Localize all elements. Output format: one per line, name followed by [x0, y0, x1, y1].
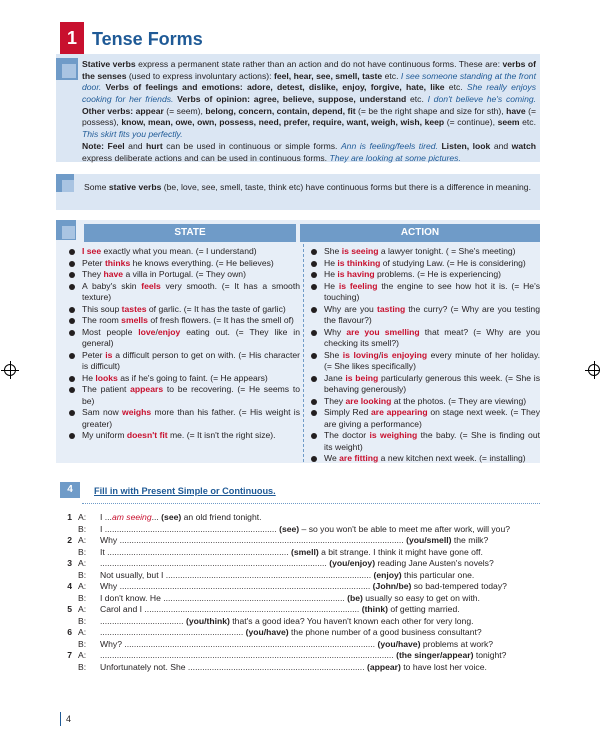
bold-term: (you/enjoy)	[329, 558, 376, 568]
item-number	[60, 639, 72, 651]
speaker-label: A:	[78, 512, 87, 522]
gap-fill-text[interactable]	[100, 627, 540, 639]
highlighted-verb: is having	[337, 269, 375, 280]
bold-term: (you/have)	[377, 638, 421, 649]
exercise-dialogues	[60, 512, 540, 673]
text-run: Peter	[82, 257, 105, 268]
text-run: a bit strange. I think it might have gone off.	[318, 546, 483, 557]
explanation-paragraph	[82, 59, 536, 141]
text-run: I ...	[100, 512, 112, 522]
text-run: me. (= It isn't the right size).	[167, 430, 276, 441]
dialogue-line	[60, 570, 540, 582]
action-examples-list	[310, 246, 540, 465]
page-margin-line	[60, 712, 61, 726]
text-run: /	[378, 349, 382, 360]
text-run: as if he's going to faint. (= He appears)	[117, 372, 268, 383]
bold-term: have	[506, 105, 526, 116]
text-run: He	[82, 372, 96, 383]
text-run: I ........................................................................	[100, 523, 280, 534]
text-run: I don't know. He ............................................................................	[100, 592, 348, 603]
text-run: Peter	[82, 349, 106, 360]
highlighted-verb: appears	[130, 384, 164, 395]
speaker-label: B:	[78, 615, 87, 626]
highlighted-verb: doesn't fit	[126, 430, 168, 441]
bold-term: feel, hear, see, smell, taste	[273, 70, 383, 81]
dialogue-line	[60, 512, 540, 524]
speaker-label: A:	[78, 535, 87, 545]
gap-fill-text[interactable]	[100, 547, 540, 559]
decorative-square	[62, 64, 76, 78]
bold-term: (you/have)	[245, 627, 289, 637]
text-run: a lawyer tonight. ( = She's meeting)	[378, 246, 516, 256]
text-run: ............................................................	[100, 627, 246, 637]
bold-term: (John/be)	[372, 581, 412, 591]
text-run: ...................................	[100, 615, 186, 626]
item-number	[60, 616, 72, 628]
example-sentence: They are looking at some pictures.	[329, 152, 461, 163]
bold-term: know, mean, owe, own, possess, need, prefer, require, want, weigh, wish, keep	[121, 117, 445, 128]
text-run: etc.	[406, 94, 428, 105]
text-run: Why	[324, 326, 347, 337]
bold-term: (see)	[279, 523, 300, 534]
text-run: a difficult person to get on with. (= His character is difficult)	[82, 349, 301, 372]
speaker-label: B:	[78, 569, 87, 580]
unit-number-badge: 1	[60, 22, 84, 54]
state-example-item	[68, 315, 300, 327]
text-run: an old friend tonight.	[181, 512, 262, 522]
text-run: of getting married.	[387, 604, 460, 614]
item-number: 1	[67, 512, 72, 522]
state-example-item	[68, 304, 300, 316]
bold-term: (see)	[161, 512, 182, 522]
bold-term: Verbs of feelings and emotions:	[105, 82, 243, 93]
action-example-item	[310, 430, 540, 453]
text-run: Jane	[324, 372, 346, 383]
text-run: and	[490, 140, 512, 151]
bold-term: (you/smell)	[406, 535, 452, 545]
highlighted-verb: feels	[141, 280, 161, 291]
highlighted-verb: enjoy	[157, 326, 181, 337]
text-run: exactly what you mean. (= I understand)	[101, 246, 257, 256]
text-run: tonight?	[473, 650, 507, 660]
gap-fill-text[interactable]	[100, 558, 540, 570]
state-example-item	[68, 407, 300, 430]
stative-verbs-explanation	[82, 59, 536, 164]
item-number: 6	[67, 627, 72, 637]
bold-term: Verbs of opinion:	[177, 94, 251, 105]
text-run: every minute of her holiday. (= She likes specifically)	[324, 349, 541, 372]
example-sentence: This skirt fits you perfectly.	[82, 129, 183, 140]
text-run: A baby's skin	[82, 280, 142, 291]
gap-fill-text[interactable]	[100, 662, 540, 674]
dialogue-line	[60, 524, 540, 536]
bold-term: Stative verbs	[82, 59, 136, 69]
dialogue-line	[60, 604, 540, 616]
gap-fill-text[interactable]	[100, 581, 540, 593]
text-run: express a permanent state rather than an action and do not have continuous forms. These are:	[135, 59, 503, 69]
text-run: ...........................................................................................................................	[100, 650, 397, 660]
gap-fill-text[interactable]	[100, 639, 540, 651]
gap-fill-text[interactable]	[100, 593, 540, 605]
speaker-label: B:	[78, 661, 87, 672]
action-example-item	[310, 453, 540, 465]
text-run: Simply Red	[324, 407, 371, 418]
action-example-item	[310, 327, 540, 350]
dotted-divider	[82, 503, 540, 504]
gap-fill-text[interactable]	[100, 650, 540, 662]
action-column-header: ACTION	[300, 224, 540, 242]
highlighted-verb: weighs	[122, 407, 152, 418]
gap-fill-text[interactable]	[100, 524, 540, 536]
text-run: etc.	[519, 117, 536, 128]
text-run: usually so easy to get on with.	[362, 592, 480, 603]
bold-term: (enjoy)	[373, 569, 402, 580]
bold-term: Listen, look	[441, 140, 491, 151]
bold-term: (be)	[347, 592, 363, 603]
bold-term: agree, believe, suppose, understand	[253, 94, 407, 105]
text-run: We	[324, 453, 340, 464]
highlighted-verb: thinks	[104, 257, 131, 268]
text-run: Why .........................................................................................................	[100, 581, 373, 591]
action-example-item	[310, 407, 540, 430]
text-run: of studying Law. (= He is considering)	[380, 257, 526, 268]
speaker-label: A:	[78, 581, 87, 591]
text-run: Why are you	[324, 303, 378, 314]
action-example-item	[310, 258, 540, 270]
highlighted-verb: is loving	[342, 349, 379, 360]
unit-title: Tense Forms	[92, 29, 203, 49]
speaker-label: B:	[78, 592, 87, 603]
registration-mark-left	[4, 364, 16, 376]
text-run: My uniform	[82, 430, 127, 441]
text-run: (= seem),	[163, 105, 206, 116]
dialogue-line	[60, 650, 540, 662]
text-run: ...	[151, 512, 162, 522]
example-sentence: Ann is feeling/feels tired.	[340, 140, 438, 151]
dialogue-line	[60, 616, 540, 628]
text-run: Sam now	[82, 407, 123, 418]
registration-mark-right	[588, 364, 600, 376]
text-run: Why? .........................................................................................................	[100, 638, 378, 649]
speaker-label: A:	[78, 558, 87, 568]
text-run: Why .......................................................................................................................	[100, 535, 407, 545]
text-run: the curry? (= Why are you testing the flavour?)	[324, 303, 540, 326]
highlighted-verb: is feeling	[338, 280, 378, 291]
text-run: They	[324, 395, 346, 406]
item-number	[60, 524, 72, 536]
text-run: The patient	[82, 384, 131, 395]
example-sentence: I don't believe he's coming.	[427, 94, 537, 105]
item-number: 7	[67, 650, 72, 660]
action-example-item	[310, 396, 540, 408]
speaker-label: A:	[78, 604, 87, 614]
state-column-header: STATE	[84, 224, 296, 242]
text-run: so bad-tempered today?	[411, 581, 507, 591]
text-run: the phone number of a good business consultant?	[288, 627, 482, 637]
text-run: a villa in Portugal. (= They own)	[123, 269, 246, 280]
gap-fill-text[interactable]	[100, 604, 540, 616]
highlighted-verb: tastes	[121, 303, 147, 314]
decorative-square	[62, 226, 75, 239]
decorative-square	[62, 180, 74, 192]
text-run: reading Jane Austen's novels?	[375, 558, 494, 568]
text-run: Most people	[82, 326, 139, 337]
text-run: a new kitchen next week. (= installing)	[378, 453, 526, 464]
state-example-item	[68, 430, 300, 442]
text-run: Unfortunately not. She ..........................................................................	[100, 661, 367, 672]
speaker-label: A:	[78, 650, 87, 660]
speaker-label: A:	[78, 627, 87, 637]
bold-term: adore, detest, dislike, enjoy, forgive, hate, like	[246, 82, 445, 93]
difference-note-text	[84, 182, 536, 194]
text-run: Some	[84, 182, 109, 192]
state-example-item	[68, 384, 300, 407]
highlighted-verb: is being	[345, 372, 379, 383]
text-run: He	[324, 280, 339, 291]
highlighted-verb: love	[138, 326, 156, 337]
dialogue-line	[60, 639, 540, 651]
action-example-item	[310, 269, 540, 281]
text-run: etc.	[444, 82, 467, 93]
speaker-label: B:	[78, 638, 87, 649]
bold-term: watch	[511, 140, 537, 151]
bold-term: (smell)	[291, 546, 319, 557]
text-run: They	[82, 269, 104, 280]
dialogue-line	[60, 593, 540, 605]
highlighted-verb: is weighing	[369, 430, 418, 441]
exercise-instructions: Fill in with Present Simple or Continuous.	[94, 486, 276, 496]
state-example-item	[68, 246, 300, 258]
text-run: more than his father. (= His weight is greater)	[82, 407, 300, 429]
text-run: The room	[82, 315, 122, 326]
action-example-item	[310, 304, 540, 327]
text-run: that meat? (= Why are you checking its smell?)	[324, 326, 540, 349]
bold-term: hurt	[146, 140, 163, 151]
gap-fill-text[interactable]	[100, 616, 540, 628]
text-run: of fresh flowers. (= It has the smell of)	[147, 315, 294, 326]
speaker-label: B:	[78, 523, 87, 534]
text-run: He	[324, 269, 338, 280]
bold-term: (think)	[361, 604, 388, 614]
highlighted-verb: is thinking	[337, 257, 381, 268]
state-example-item	[68, 269, 300, 281]
text-run: problems. (= He is experiencing)	[374, 269, 501, 280]
bold-term: seem	[497, 117, 520, 128]
item-number	[60, 593, 72, 605]
bold-term: (the singer/appear)	[396, 650, 474, 660]
state-example-item	[68, 281, 300, 304]
item-number	[60, 547, 72, 559]
text-run: eating out. (= They like in general)	[82, 326, 300, 349]
text-run: that's a good idea? You haven't known each other for very long.	[229, 615, 474, 626]
dialogue-line	[60, 662, 540, 674]
gap-fill-text[interactable]	[100, 535, 540, 547]
text-run: of garlic. (= It has the taste of garlic)	[146, 303, 286, 314]
text-run: problems at work?	[420, 638, 494, 649]
text-run: It ............................................................................	[100, 546, 292, 557]
text-run: – so you won't be able to meet me after work, will you?	[299, 523, 510, 534]
bold-term: verbs of the senses	[82, 59, 536, 81]
text-run: She	[324, 349, 343, 360]
bold-term: belong, concern, contain, depend, fit	[205, 105, 356, 116]
item-number: 3	[67, 558, 72, 568]
highlighted-verb: is seeing	[341, 246, 379, 256]
bold-term: (appear)	[366, 661, 401, 672]
speaker-label: B:	[78, 546, 87, 557]
text-run: The doctor	[324, 430, 370, 441]
note-paragraph	[82, 141, 536, 164]
dialogue-line	[60, 581, 540, 593]
exercise-number-badge: 4	[60, 482, 80, 498]
text-run: to have lost her voice.	[400, 661, 487, 672]
state-examples-list	[68, 246, 300, 442]
item-number	[60, 662, 72, 674]
text-run: /	[155, 326, 158, 337]
highlighted-verb: is	[105, 349, 113, 360]
bold-term: Other verbs:	[82, 105, 134, 116]
highlighted-verb: looks	[95, 372, 118, 383]
action-example-item	[310, 373, 540, 396]
text-run: particularly generous this week. (= She is behaving generously)	[324, 372, 540, 395]
text-run: the baby. (= She is finding out its weight)	[324, 430, 540, 452]
text-run: (= be the right shape and size for sth),	[355, 105, 507, 116]
text-run: ...............................................................................................	[100, 558, 330, 568]
highlighted-verb: have	[103, 269, 124, 280]
text-run: can be used in continuous or simple forms.	[162, 140, 341, 151]
text-run: (= continue),	[444, 117, 498, 128]
text-run: this particular one.	[401, 569, 475, 580]
text-run: etc.	[382, 70, 401, 81]
gap-fill-text[interactable]	[100, 512, 540, 524]
bold-term: appear	[135, 105, 164, 116]
item-number: 5	[67, 604, 72, 614]
state-example-item	[68, 373, 300, 385]
state-example-item	[68, 327, 300, 350]
item-number: 4	[67, 581, 72, 591]
highlighted-verb: is enjoying	[381, 349, 428, 360]
column-divider	[303, 244, 304, 462]
text-run: (be, love, see, smell, taste, think etc) have continuous forms but there is a difference in meaning.	[161, 182, 531, 192]
text-run: the milk?	[451, 535, 489, 545]
example-sentence: I see someone standing at the front door.	[82, 70, 536, 93]
dialogue-line	[60, 547, 540, 559]
text-run: (used to express involuntary actions):	[126, 70, 274, 81]
text-run: Carol and I ..........................................................................................	[100, 604, 362, 614]
highlighted-verb: are appearing	[370, 407, 428, 418]
text-run: on stage next week. (= They are giving a performance)	[324, 407, 541, 429]
action-example-item	[310, 350, 540, 373]
text-run: She	[324, 246, 342, 256]
highlighted-verb: smells	[121, 315, 148, 326]
dialogue-line	[60, 627, 540, 639]
example-sentence: She really enjoys cooking for her friends.	[82, 82, 537, 105]
highlighted-verb: tasting	[377, 303, 406, 314]
text-run: very smooth. (= It has a smooth texture)	[82, 280, 300, 303]
state-example-item	[68, 350, 300, 373]
dialogue-line	[60, 558, 540, 570]
text-run: Not usually, but I ......................................................................................	[100, 569, 374, 580]
highlighted-verb: I see	[82, 246, 102, 256]
dialogue-line	[60, 535, 540, 547]
text-run: to be recovering. (= He seems to be)	[82, 384, 301, 406]
action-example-item	[310, 246, 540, 258]
text-run: he knows everything. (= He believes)	[130, 257, 274, 268]
text-run: at the photos. (= They are viewing)	[391, 395, 527, 406]
text-run: He	[324, 257, 338, 268]
text-run: (= possess),	[82, 105, 537, 128]
text-run: express deliberate actions and can be used in continuous forms.	[82, 152, 330, 163]
bold-term: (you/think)	[185, 615, 230, 626]
item-number	[60, 570, 72, 582]
bold-term: stative verbs	[108, 182, 162, 192]
item-number: 2	[67, 535, 72, 545]
gap-fill-text[interactable]	[100, 570, 540, 582]
text-run: This soup	[82, 303, 122, 314]
text-run: the engine to see how hot it is. (= He's touching)	[324, 280, 541, 303]
highlighted-verb: are looking	[345, 395, 392, 406]
highlighted-verb: am seeing	[111, 512, 152, 522]
highlighted-verb: are you smelling	[346, 326, 420, 337]
page-number: 4	[66, 714, 72, 724]
highlighted-verb: are fitting	[339, 453, 379, 464]
action-example-item	[310, 281, 540, 304]
text-run: and	[124, 140, 147, 151]
state-example-item	[68, 258, 300, 270]
bold-term: Note: Feel	[82, 140, 125, 151]
